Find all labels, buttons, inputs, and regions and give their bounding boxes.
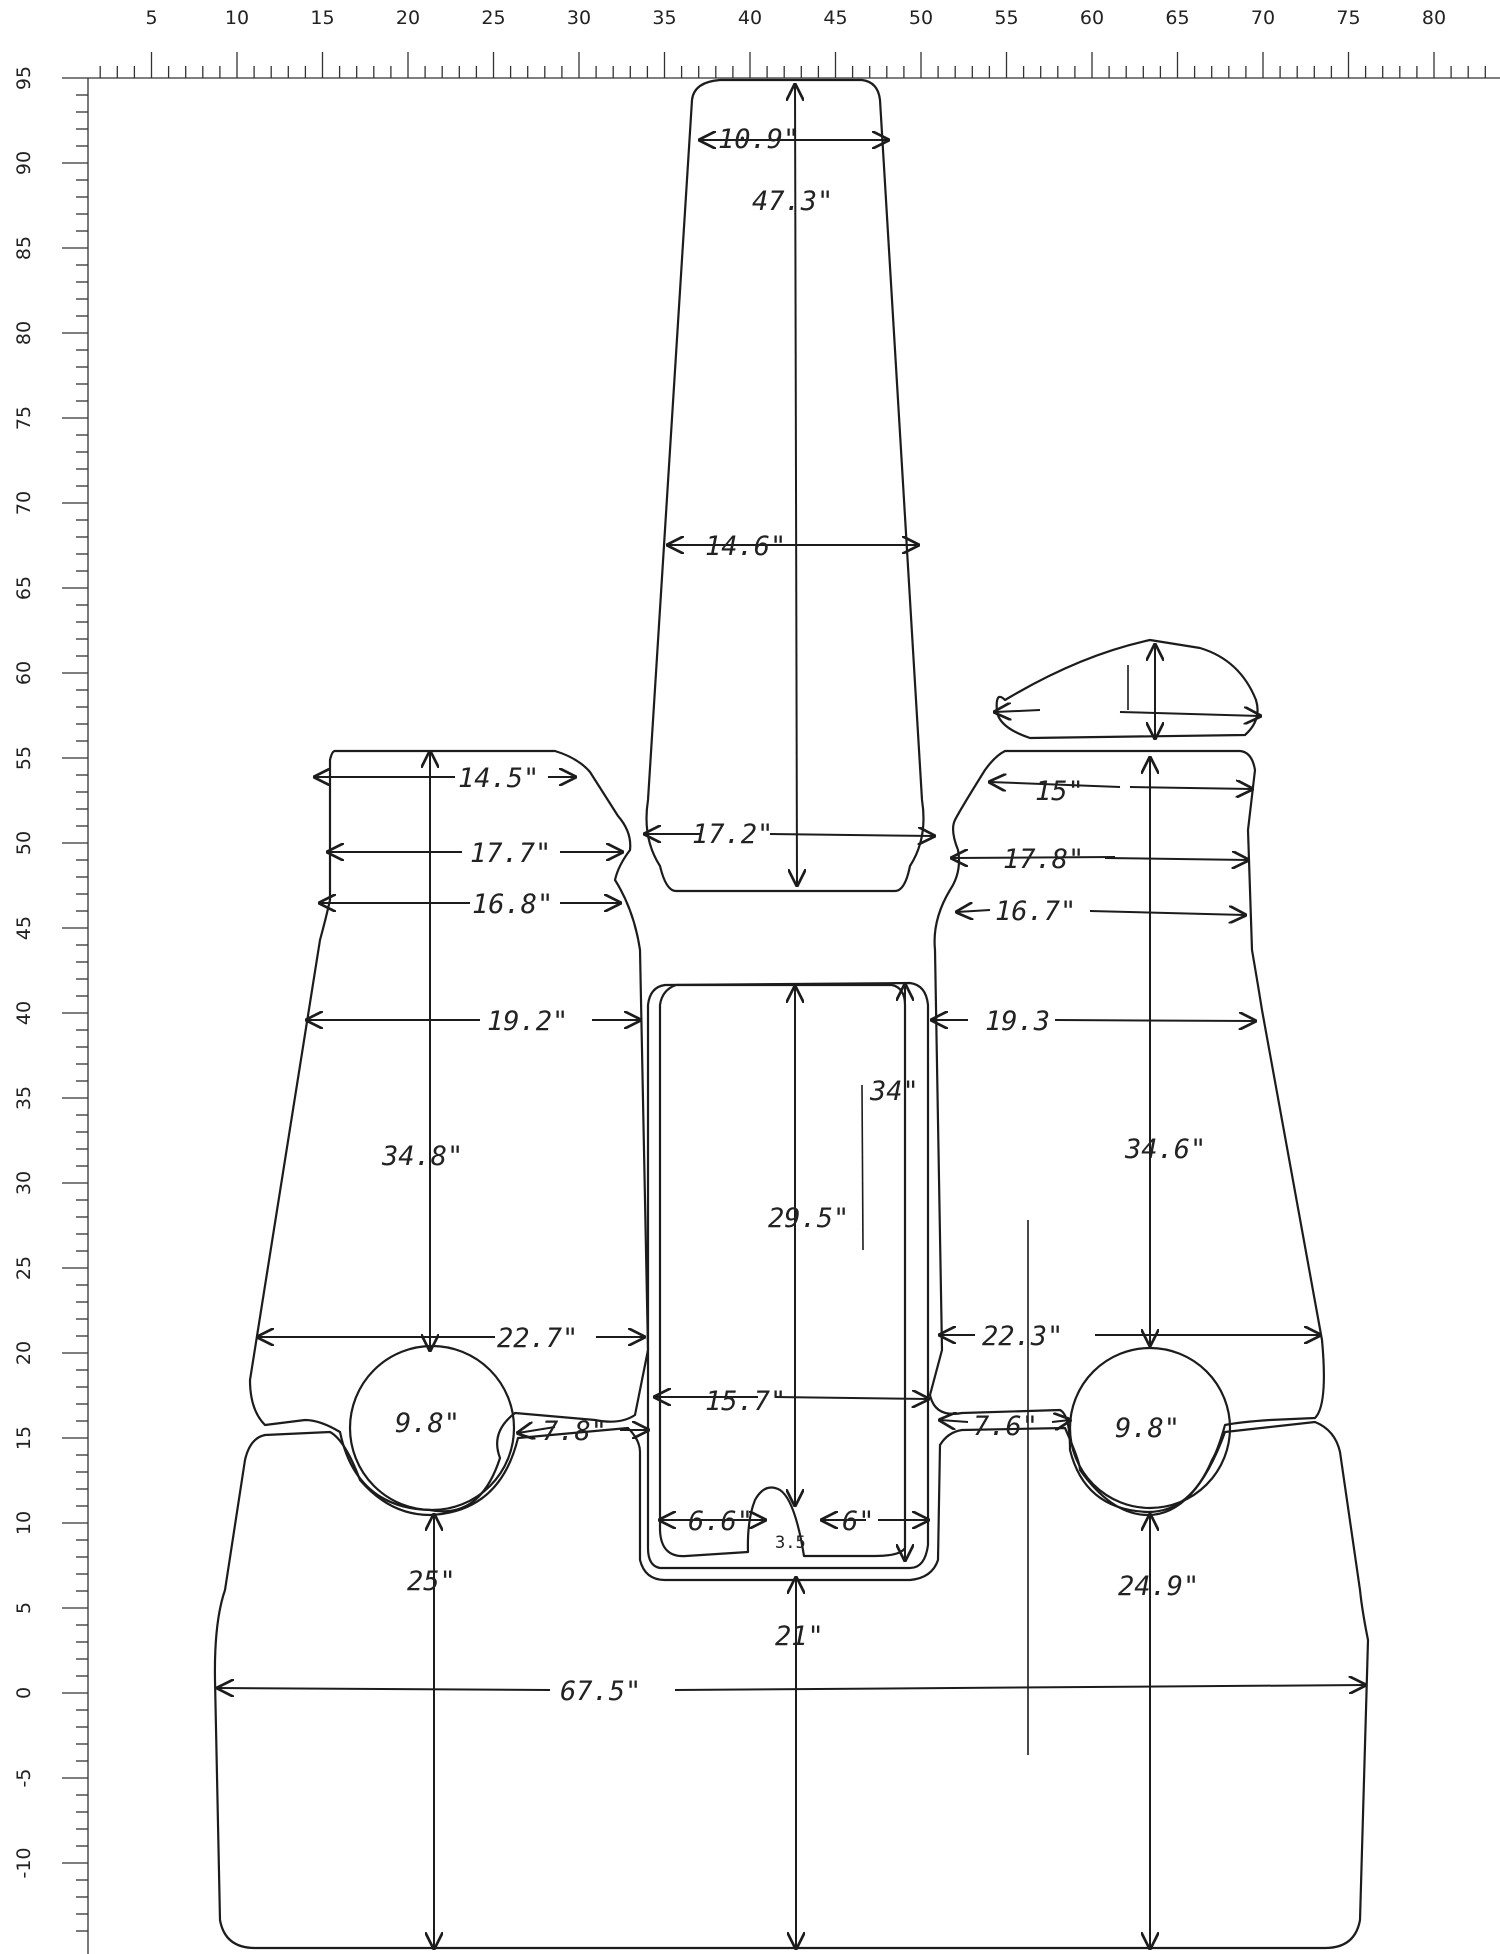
left-ruler-label: 75 [13, 405, 35, 431]
left-piece-outline [250, 751, 648, 1511]
top-ruler-label: 65 [1165, 7, 1190, 29]
top-ruler-label: 45 [823, 7, 848, 29]
label-center-inner-length: 29.5" [768, 1203, 850, 1234]
label-left-hole: 9.8" [395, 1408, 461, 1439]
left-ruler-label: 45 [13, 915, 35, 941]
label-top-width: 10.9" [718, 124, 800, 155]
label-right-width-2: 17.8" [1003, 844, 1085, 875]
label-left-length: 34.8" [382, 1141, 464, 1172]
label-overall-width: 67.5" [560, 1676, 642, 1707]
top-ruler-label: 25 [481, 7, 506, 29]
label-center-lower-length: 21" [775, 1621, 824, 1652]
top-ruler-label: 30 [566, 7, 592, 29]
top-ruler-label: 75 [1336, 7, 1361, 29]
label-top-mid-width: 14.6" [705, 531, 787, 562]
label-top-bottom-width: 17.2" [692, 819, 774, 850]
label-center-width: 15.7" [705, 1386, 787, 1417]
right-piece-outline [930, 751, 1324, 1512]
label-center-outer-length: 34" [870, 1076, 919, 1107]
top-ruler-label: 5 [145, 7, 158, 29]
left-ruler-label: 95 [13, 65, 35, 91]
left-ruler-label: 90 [13, 150, 35, 176]
top-ruler-label: 20 [395, 7, 421, 29]
label-right-bottom-width: 22.3" [982, 1321, 1064, 1352]
left-ruler-label: 25 [13, 1255, 35, 1281]
pattern-outlines [215, 80, 1368, 1948]
small-piece-outline [997, 640, 1258, 738]
top-ruler-label: 60 [1079, 7, 1105, 29]
label-right-width-4: 19.3 [985, 1006, 1051, 1037]
left-ruler-label: 40 [13, 1000, 35, 1026]
left-ruler-label: 0 [13, 1686, 35, 1700]
left-ruler-label: 5 [13, 1601, 35, 1615]
label-right-length: 34.6" [1125, 1134, 1207, 1165]
label-left-gap: 7.8" [542, 1416, 608, 1447]
left-ruler-label: 15 [13, 1425, 35, 1451]
left-ruler-label: 35 [13, 1085, 35, 1111]
center-piece-outline [648, 983, 928, 1568]
left-ruler-label: 60 [13, 660, 35, 686]
label-left-width-2: 17.7" [470, 838, 552, 869]
label-right-hole: 9.8" [1115, 1413, 1181, 1444]
left-ruler [13, 66, 88, 1954]
center-inner-outline [660, 985, 905, 1556]
label-right-lower-length: 24.9" [1118, 1571, 1200, 1602]
label-right-top-width: 15" [1035, 776, 1084, 807]
left-ruler-label: 70 [13, 490, 35, 516]
label-left-width-4: 19.2" [487, 1006, 569, 1037]
top-ruler-label: 40 [737, 7, 763, 29]
left-ruler-label: -5 [13, 1768, 35, 1788]
label-right-gap: 7.6" [973, 1411, 1039, 1442]
left-ruler-label: 85 [13, 235, 35, 261]
dimension-lines [218, 85, 1365, 1948]
label-top-length: 47.3" [752, 186, 834, 217]
label-center-notch: 3.5 [775, 1533, 806, 1553]
top-ruler-label: 35 [652, 7, 677, 29]
top-ruler [88, 7, 1500, 78]
top-ruler-label: 15 [310, 7, 335, 29]
top-ruler-label: 70 [1250, 7, 1276, 29]
label-left-top-width: 14.5" [458, 763, 540, 794]
left-ruler-label: 30 [13, 1170, 35, 1196]
label-left-lower-length: 25" [407, 1566, 456, 1597]
left-ruler-label: 65 [13, 575, 35, 601]
left-ruler-label: 80 [13, 320, 35, 346]
left-ruler-label: -10 [13, 1847, 35, 1879]
left-ruler-label: 10 [13, 1510, 35, 1536]
left-ruler-label: 50 [13, 830, 35, 856]
label-center-left-foot: 6.6" [688, 1506, 754, 1537]
label-center-right-foot: 6" [842, 1506, 875, 1537]
top-ruler-label: 80 [1421, 7, 1447, 29]
label-right-width-3: 16.7" [995, 896, 1077, 927]
left-ruler-label: 55 [13, 745, 35, 771]
label-left-bottom-width: 22.7" [497, 1323, 579, 1354]
top-ruler-label: 10 [224, 7, 250, 29]
left-ruler-label: 20 [13, 1340, 35, 1366]
label-left-width-3: 16.8" [472, 889, 554, 920]
top-ruler-label: 50 [908, 7, 934, 29]
top-ruler-label: 55 [994, 7, 1019, 29]
